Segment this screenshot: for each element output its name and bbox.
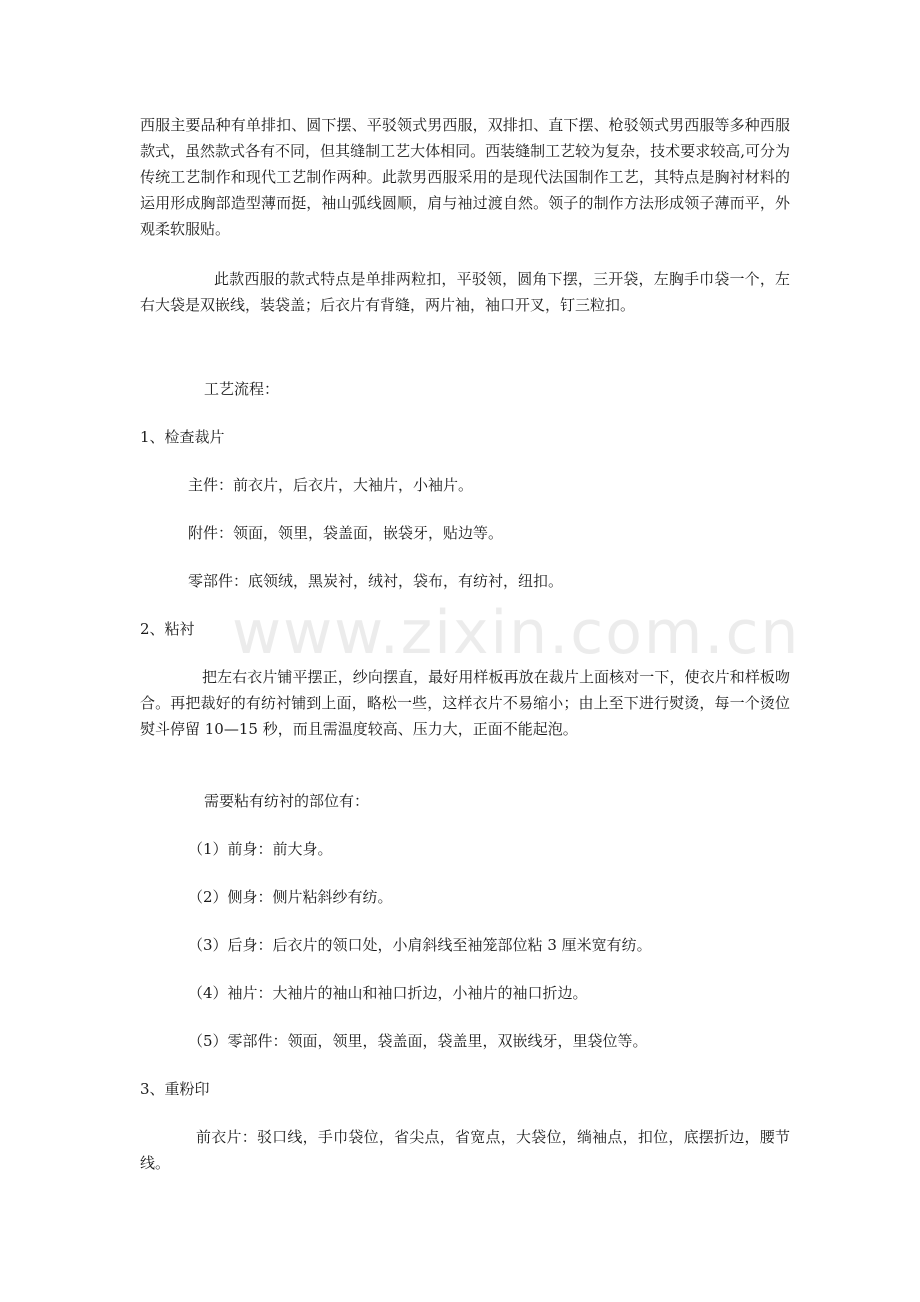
list-item-front: （1）前身：前大身。 [188,840,333,858]
section-heading-chalk-marks: 3、重粉印 [140,1080,210,1098]
list-item-side: （2）侧身：侧片粘斜纱有纺。 [188,888,393,906]
list-item-back: （3）后身：后衣片的领口处，小肩斜线至袖笼部位粘 3 厘米宽有纺。 [188,936,652,954]
interlining-areas-title: 需要粘有纺衬的部位有： [204,792,370,810]
small-parts-item: 零部件：底领绒，黑炭衬，绒衬，袋布，有纺衬，纽扣。 [188,572,564,590]
list-item-sleeve: （4）袖片：大袖片的袖山和袖口折边，小袖片的袖口折边。 [188,984,588,1002]
front-panel-marks-paragraph: 前衣片：驳口线，手巾袋位，省尖点，省宽点，大袋位，绱袖点，扣位，底摆折边，腰节线。 [140,1128,790,1172]
list-item-components: （5）零部件：领面，领里，袋盖面，袋盖里，双嵌线牙，里袋位等。 [188,1032,648,1050]
main-parts-item: 主件：前衣片，后衣片，大袖片，小袖片。 [188,476,474,494]
document-body [140,112,790,1176]
watermark: www.zixin.com.cn [232,598,801,668]
section-heading-inspect: 1、检查裁片 [140,428,225,446]
process-title: 工艺流程： [204,380,280,398]
intro-paragraph: 西服主要品种有单排扣、圆下摆、平驳领式男西服，双排扣、直下摆、枪驳领式男西服等多种西服款式，虽然款式各有不同，但其缝制工艺大体相同。西装缝制工艺较为复杂，技术要求较高,可分为传统工艺制作和现代工艺制作两种。此款男西服采用的是现代法国制作工艺，其特点是胸衬材料的运用形成胸部造型薄而挺，袖山弧线圆顺，肩与袖过渡自然。领子的制作方法形成领子薄而平，外观柔软服贴。 [140,116,790,238]
accessory-parts-item: 附件：领面，领里，袋盖面，嵌袋牙，贴边等。 [188,524,504,542]
section-heading-interlining: 2、粘衬 [140,620,195,638]
interlining-paragraph: 把左右衣片铺平摆正，纱向摆直，最好用样板再放在裁片上面核对一下，使衣片和样板吻合。再把裁好的有纺衬铺到上面，略松一些，这样衣片不易缩小；由上至下进行熨烫，每一个烫位熨斗停留 10—15 秒，而且需温度较高、压力大，正面不能起泡。 [140,668,790,738]
style-description-paragraph: 此款西服的款式特点是单排两粒扣，平驳领，圆角下摆，三开袋，左胸手巾袋一个，左右大袋是双嵌线，装袋盖；后衣片有背缝，两片袖，袖口开叉，钉三粒扣。 [140,270,790,314]
